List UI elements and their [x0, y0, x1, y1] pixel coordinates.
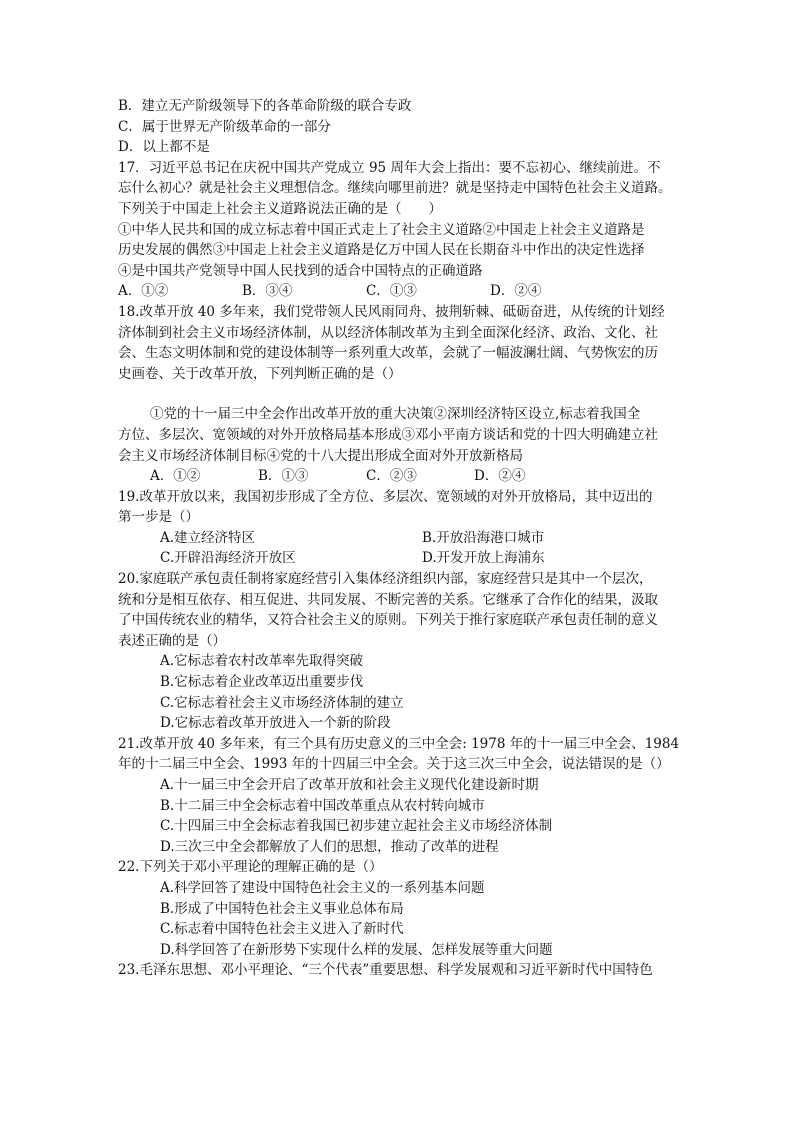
q17-option-a: A．①② — [118, 283, 169, 300]
q22-option-a: A.科学回答了建设中国特色社会主义的一系列基本问题 — [160, 879, 485, 896]
q17-stem-line: ①中华人民共和国的成立标志着中国正式走上了社会主义道路②中国走上社会主义道路是 — [118, 221, 645, 238]
q20-stem-line: 统和分是相互依存、相互促进、共同发展、不断完善的关系。它继承了合作化的结果，汲取 — [118, 591, 658, 608]
q17-stem-line: 下列关于中国走上社会主义道路说法正确的是（ ） — [118, 200, 442, 217]
q17-stem-line: 忘什么初心？就是社会主义理想信念。继续向哪里前进？就是坚持走中国特色社会主义道路。 — [118, 180, 672, 197]
q18-stem-line: 会、生态文明体制和党的建设体制等一系列重大改革，会就了一幅波澜壮阔、气势恢宏的历 — [118, 345, 658, 362]
q18-option-b: B．①③ — [258, 468, 309, 485]
q18-options — [118, 466, 684, 487]
q20-option-a: A.它标志着农村改革率先取得突破 — [160, 653, 364, 670]
q19-stem-line: 第一步是（） — [118, 509, 199, 526]
q21-option-b: B.十二届三中全会标志着中国改革重点从农村转向城市 — [160, 797, 485, 814]
q17-options — [118, 281, 684, 302]
q17-option-b: B．③④ — [242, 283, 293, 300]
q18-statement-line: 方位、多层次、宽领域的对外开放格局基本形成③邓小平南方谈话和党的十四大明确建立社 — [118, 426, 658, 443]
q19-option-b: B.开放沿海港口城市 — [422, 529, 545, 546]
q20-stem-line: 20.家庭联产承包责任制将家庭经营引入集体经济组织内部，家庭经营只是其中一个层次， — [118, 571, 653, 588]
q17-stem-line: 17．习近平总书记在庆祝中国共产党成立 95 周年大会上指出：要不忘初心、继续前进。不 — [118, 159, 661, 176]
q18-option-d: D．②④ — [474, 468, 526, 485]
q20-option-b: B.它标志着企业改革迈出重要步伐 — [160, 674, 364, 691]
q20-option-c: C.它标志着社会主义市场经济体制的建立 — [160, 694, 404, 711]
q22-option-d: D.科学回答了在新形势下实现什么样的发展、怎样发展等重大问题 — [160, 941, 553, 958]
q22-option-c: C.标志着中国特色社会主义进入了新时代 — [160, 921, 404, 938]
q19-option-c: C.开辟沿海经济开放区 — [160, 550, 296, 567]
question-21 — [118, 734, 684, 858]
q18-option-c: C．②③ — [366, 468, 417, 485]
q20-option-d: D.它标志着改革开放进入一个新的阶段 — [160, 715, 391, 732]
q19-options-row — [118, 528, 684, 549]
q16-option-b: B．建立无产阶级领导下的各革命阶级的联合专政 — [118, 98, 412, 114]
q16-option-c: C．属于世界无产阶级革命的一部分 — [118, 118, 331, 135]
q18-stem-line: 济体制到社会主义市场经济体制，从以经济体制改革为主到全面深化经济、政治、文化、社 — [118, 324, 658, 341]
q23-stem-line: 23.毛泽东思想、邓小平理论、“三个代表”重要思想、科学发展观和习近平新时代中国特色 — [118, 962, 653, 979]
q19-option-d: D.开发开放上海浦东 — [422, 550, 545, 567]
question-22 — [118, 857, 684, 960]
q18-stem-line: 史画卷、关于改革开放，下列判断正确的是（） — [118, 365, 402, 382]
q16-option-d: D．以上都不是 — [118, 139, 210, 156]
question-19 — [118, 487, 684, 569]
q19-option-a: A.建立经济特区 — [160, 529, 256, 546]
spacer — [118, 384, 684, 404]
q20-stem-line: 了中国传统农业的精华，又符合社会主义的原则。下列关于推行家庭联产承包责任制的意义 — [118, 612, 658, 629]
exam-page — [118, 96, 684, 981]
q18-option-a: A．①② — [150, 468, 201, 485]
q20-stem-line: 表述正确的是（） — [118, 632, 226, 649]
q21-option-d: D.三次三中全会都解放了人们的思想，推动了改革的进程 — [160, 838, 499, 855]
question-17 — [118, 158, 684, 302]
q18-stem-line: 18.改革开放 40 多年来，我们党带领人民风雨同舟、披荆斩棘、砥砺奋进，从传统的计划经 — [118, 303, 665, 320]
question-18 — [118, 302, 684, 487]
q22-stem-line: 22.下列关于邓小平理论的理解正确的是（） — [118, 859, 383, 876]
question-20 — [118, 569, 684, 734]
q19-stem-line: 19.改革开放以来，我国初步形成了全方位、多层次、宽领域的对外开放格局，其中迈出的 — [118, 488, 653, 505]
q19-options-row — [118, 548, 684, 569]
q21-option-c: C.十四届三中全会标志着我国已初步建立起社会主义市场经济体制 — [160, 818, 553, 835]
q21-option-a: A.十一届三中全会开启了改革开放和社会主义现代化建设新时期 — [160, 777, 539, 793]
question-23 — [118, 960, 684, 981]
q18-statement-line: 会主义市场经济体制目标④党的十八大提出形成全面对外开放新格局 — [118, 447, 523, 464]
q21-stem-line: 21.改革开放 40 多年来，有三个具有历史意义的三中全会: 1978 年的十一届三中全会、1984 — [118, 735, 680, 752]
q17-stem-line: 历史发展的偶然③中国走上社会主义道路是亿万中国人民在长期奋斗中作出的决定性选择 — [118, 242, 645, 259]
q21-stem-line: 年的十二届三中全会、1993 年的十四届三中全会。关于这三次三中全会，说法错误的是（） — [118, 756, 670, 773]
q22-option-b: B.形成了中国特色社会主义事业总体布局 — [160, 900, 404, 917]
q17-option-d: D．②④ — [490, 283, 542, 300]
q18-statement-line: ①党的十一届三中全会作出改革开放的重大决策②深圳经济特区设立,标志着我国全 — [150, 406, 641, 423]
q17-stem-line: ④是中国共产党领导中国人民找到的适合中国特点的正确道路 — [118, 262, 483, 279]
q17-option-c: C．①③ — [366, 283, 417, 300]
